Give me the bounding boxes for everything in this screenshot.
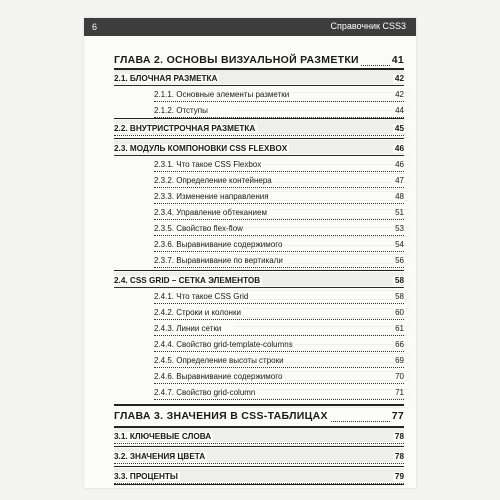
toc-entry-title: 2.1.2. Отступы (154, 106, 208, 115)
leader-dots (154, 319, 404, 320)
divider-line (114, 404, 404, 406)
leader-dots (114, 135, 404, 136)
toc-subsection (154, 372, 404, 386)
leader-dots (114, 155, 404, 156)
toc-subsection (154, 160, 404, 174)
toc-subsection (154, 340, 404, 354)
toc-chapter (114, 54, 404, 68)
toc-entry-title: ГЛАВА 3. ЗНАЧЕНИЯ В CSS-ТАБЛИЦАХ (114, 410, 328, 422)
toc-subsection (154, 356, 404, 370)
leader-dots (154, 171, 404, 172)
leader-dots (154, 399, 404, 400)
toc-entry-page: 45 (394, 124, 404, 133)
toc-entry-page: 53 (395, 224, 404, 233)
toc-entry-page: 42 (394, 74, 404, 83)
toc-entry-title: 3.1. КЛЮЧЕВЫЕ СЛОВА (114, 432, 212, 441)
toc-subsection (154, 176, 404, 190)
toc-entry-title: 3.3. ПРОЦЕНТЫ (114, 472, 178, 481)
toc-entry-title: 2.1. БЛОЧНАЯ РАЗМЕТКА (114, 74, 218, 83)
leader-dots (154, 351, 404, 352)
leader-dots (154, 117, 404, 118)
toc-entry-page: 42 (395, 90, 404, 99)
book-title: Справочник CSS3 (324, 19, 412, 33)
leader-dots (154, 203, 404, 204)
toc-entry-page: 47 (395, 176, 404, 185)
leader-dots (154, 367, 404, 368)
toc-entry-title: 2.1.1. Основные элементы разметки (154, 90, 290, 99)
toc-entry-page: 46 (394, 144, 404, 153)
toc-entry-page: 66 (395, 340, 404, 349)
toc-entry-title: 2.4.1. Что такое CSS Grid (154, 292, 249, 301)
toc-entry-title: 3.2. ЗНАЧЕНИЯ ЦВЕТА (114, 452, 206, 461)
toc-entry-title: 2.4.7. Свойство grid-column (154, 388, 256, 397)
divider-line (114, 484, 404, 485)
leader-dots (114, 483, 404, 484)
toc-entry-title: 2.4.3. Линии сетки (154, 324, 222, 333)
toc-entry-page: 71 (395, 388, 404, 397)
toc-subsection (154, 256, 404, 270)
toc-entry-title: 2.2. ВНУТРИСТРОЧНАЯ РАЗМЕТКА (114, 124, 256, 133)
toc-subsection (154, 324, 404, 338)
toc-subsection (154, 208, 404, 222)
leader-dots (114, 85, 404, 86)
toc-entry-title: 2.3.4. Управление обтеканием (154, 208, 267, 217)
leader-dots (154, 383, 404, 384)
toc-entry-page: 48 (395, 192, 404, 201)
toc-entry-page: 78 (394, 432, 404, 441)
toc-entry-page: 58 (394, 276, 404, 285)
toc-subsection (154, 224, 404, 238)
toc-subsection (154, 388, 404, 402)
toc-section (114, 276, 404, 290)
toc-subsection (154, 240, 404, 254)
toc-entry-page: 69 (395, 356, 404, 365)
leader-dots (154, 303, 404, 304)
toc-entry-title: 2.3.2. Определение контейнера (154, 176, 272, 185)
toc-chapter (114, 410, 404, 424)
toc-entry-title: 2.3.5. Свойство flex-flow (154, 224, 243, 233)
toc-entry-title: 2.4.4. Свойство grid-template-columns (154, 340, 293, 349)
toc-entry-page: 46 (395, 160, 404, 169)
toc-subsection (154, 106, 404, 120)
toc-subsection (154, 192, 404, 206)
divider-line (114, 118, 404, 119)
divider-line (114, 68, 404, 70)
toc-subsection (154, 90, 404, 104)
leader-dots (154, 267, 404, 268)
toc-entry-page: 77 (391, 410, 404, 422)
page-header (84, 18, 416, 36)
leader-dots (154, 219, 404, 220)
toc-entry-title: 2.3.1. Что такое CSS Flexbox (154, 160, 262, 169)
toc-entry-page: 70 (395, 372, 404, 381)
toc-entry-page: 54 (395, 240, 404, 249)
toc-entry-page: 61 (395, 324, 404, 333)
toc-entry-page: 41 (391, 54, 404, 66)
toc-section (114, 452, 404, 466)
divider-line (114, 446, 404, 447)
toc-entry-page: 60 (395, 308, 404, 317)
toc-subsection (154, 308, 404, 322)
toc-section (114, 472, 404, 486)
toc-entry-title: 2.4.2. Строки и колонки (154, 308, 241, 317)
toc-entry-title: 2.3.6. Выравнивание содержимого (154, 240, 283, 249)
toc-entry-page: 51 (395, 208, 404, 217)
divider-line (114, 270, 404, 271)
toc-entry-page: 78 (394, 452, 404, 461)
divider-line (114, 426, 404, 428)
toc-section (114, 144, 404, 158)
toc-entry-title: 2.4. CSS GRID – СЕТКА ЭЛЕМЕНТОВ (114, 276, 261, 285)
toc-entry-page: 79 (394, 472, 404, 481)
leader-dots (154, 235, 404, 236)
toc-entry-title: 2.3.3. Изменение направления (154, 192, 269, 201)
leader-dots (114, 463, 404, 464)
toc-section (114, 432, 404, 446)
toc-entry-title: 2.3.7. Выравнивание по вертикали (154, 256, 283, 265)
book-page (84, 18, 416, 488)
toc-entry-title: 2.4.5. Определение высоты строки (154, 356, 284, 365)
leader-dots (154, 335, 404, 336)
toc-entry-title: ГЛАВА 2. ОСНОВЫ ВИЗУАЛЬНОЙ РАЗМЕТКИ (114, 54, 359, 66)
leader-dots (154, 251, 404, 252)
toc-section (114, 124, 404, 138)
toc-entry-page: 58 (395, 292, 404, 301)
toc-section (114, 74, 404, 88)
leader-dots (154, 187, 404, 188)
divider-line (114, 138, 404, 139)
toc-entry-title: 2.4.6. Выравнивание содержимого (154, 372, 283, 381)
divider-line (114, 466, 404, 467)
toc-entry-page: 44 (395, 106, 404, 115)
leader-dots (114, 287, 404, 288)
page-number: 6 (92, 22, 98, 32)
toc-entry-page: 56 (395, 256, 404, 265)
toc-subsection (154, 292, 404, 306)
leader-dots (154, 101, 404, 102)
leader-dots (114, 443, 404, 444)
toc-entry-title: 2.3. МОДУЛЬ КОМПОНОВКИ CSS FLEXBOX (114, 144, 288, 153)
